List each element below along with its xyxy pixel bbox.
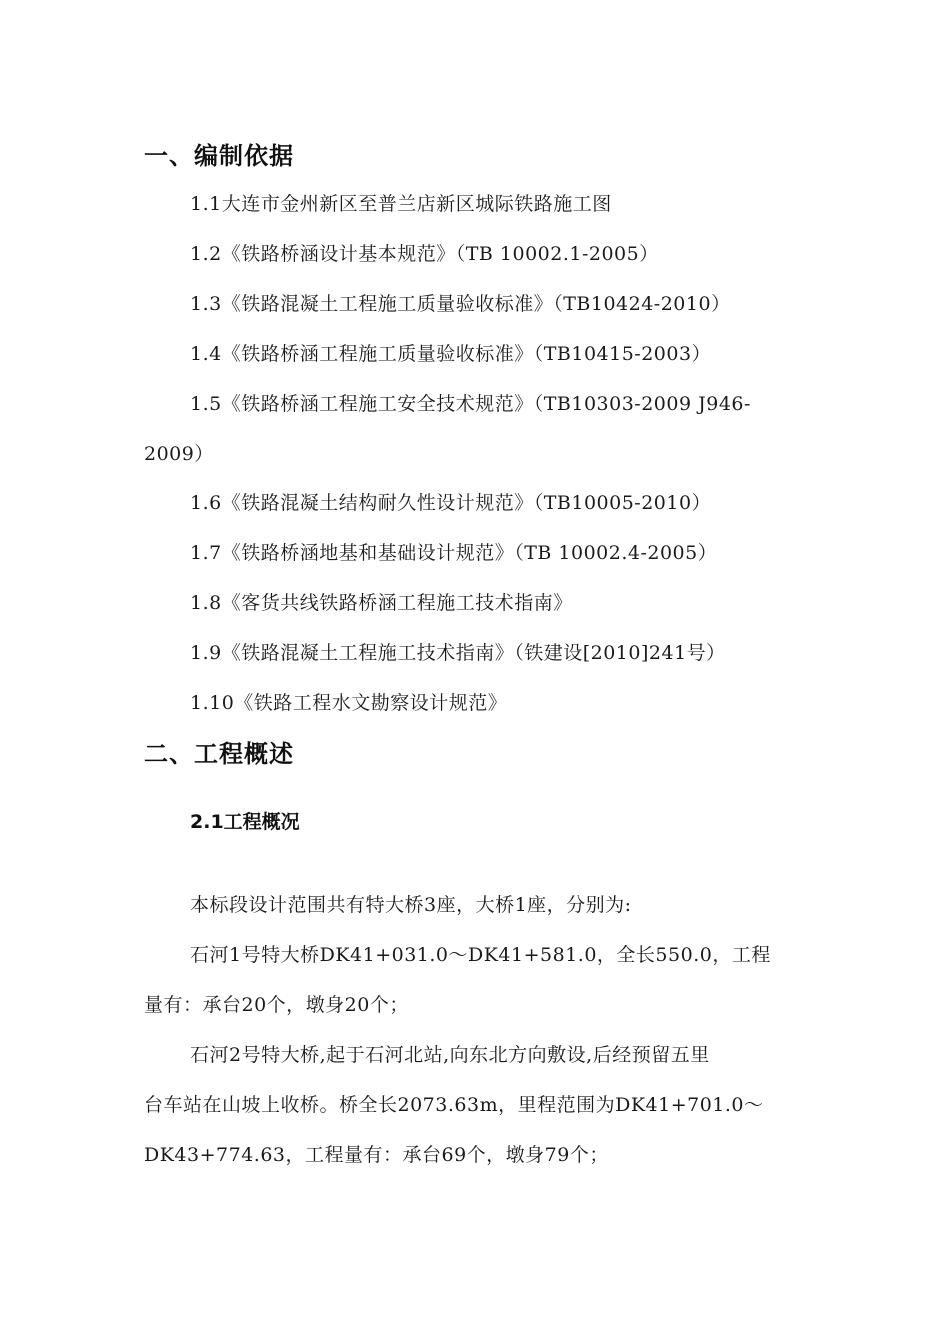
overview-line-4: 石河2号特大桥,起于石河北站,向东北方向敷设,后经预留五里	[190, 1044, 710, 1066]
basis-item-1-1: 1.1大连市金州新区至普兰店新区城际铁路施工图	[190, 193, 612, 215]
overview-line-3: 量有：承台20个，墩身20个；	[144, 994, 409, 1016]
basis-item-1-5: 1.5《铁路桥涵工程施工安全技术规范》（TB10303-2009 J946-	[190, 393, 751, 415]
basis-item-1-4: 1.4《铁路桥涵工程施工质量验收标准》（TB10415-2003）	[190, 343, 712, 365]
section-heading-overview: 二、工程概述	[144, 740, 294, 768]
subsection-heading-overview: 2.1工程概况	[190, 811, 300, 833]
overview-line-6: DK43+774.63，工程量有：承台69个，墩身79个；	[144, 1144, 609, 1166]
basis-item-1-8: 1.8《客货共线铁路桥涵工程施工技术指南》	[190, 592, 573, 614]
basis-item-1-6: 1.6《铁路混凝土结构耐久性设计规范》（TB10005-2010）	[190, 492, 712, 514]
basis-item-1-5-continued: 2009）	[144, 443, 214, 465]
basis-item-1-7: 1.7《铁路桥涵地基和基础设计规范》（TB 10002.4-2005）	[190, 542, 718, 564]
basis-item-1-10: 1.10《铁路工程水文勘察设计规范》	[190, 692, 508, 714]
overview-line-2: 石河1号特大桥DK41+031.0～DK41+581.0，全长550.0，工程	[190, 944, 771, 966]
section-heading-basis: 一、编制依据	[144, 142, 294, 170]
overview-line-5: 台车站在山坡上收桥。桥全长2073.63m，里程范围为DK41+701.0～	[144, 1094, 764, 1116]
basis-item-1-9: 1.9《铁路混凝土工程施工技术指南》（铁建设[2010]241号）	[190, 642, 726, 664]
basis-item-1-3: 1.3《铁路混凝土工程施工质量验收标准》（TB10424-2010）	[190, 293, 731, 315]
overview-line-1: 本标段设计范围共有特大桥3座，大桥1座，分别为:	[190, 894, 632, 916]
basis-item-1-2: 1.2《铁路桥涵设计基本规范》（TB 10002.1-2005）	[190, 243, 659, 265]
